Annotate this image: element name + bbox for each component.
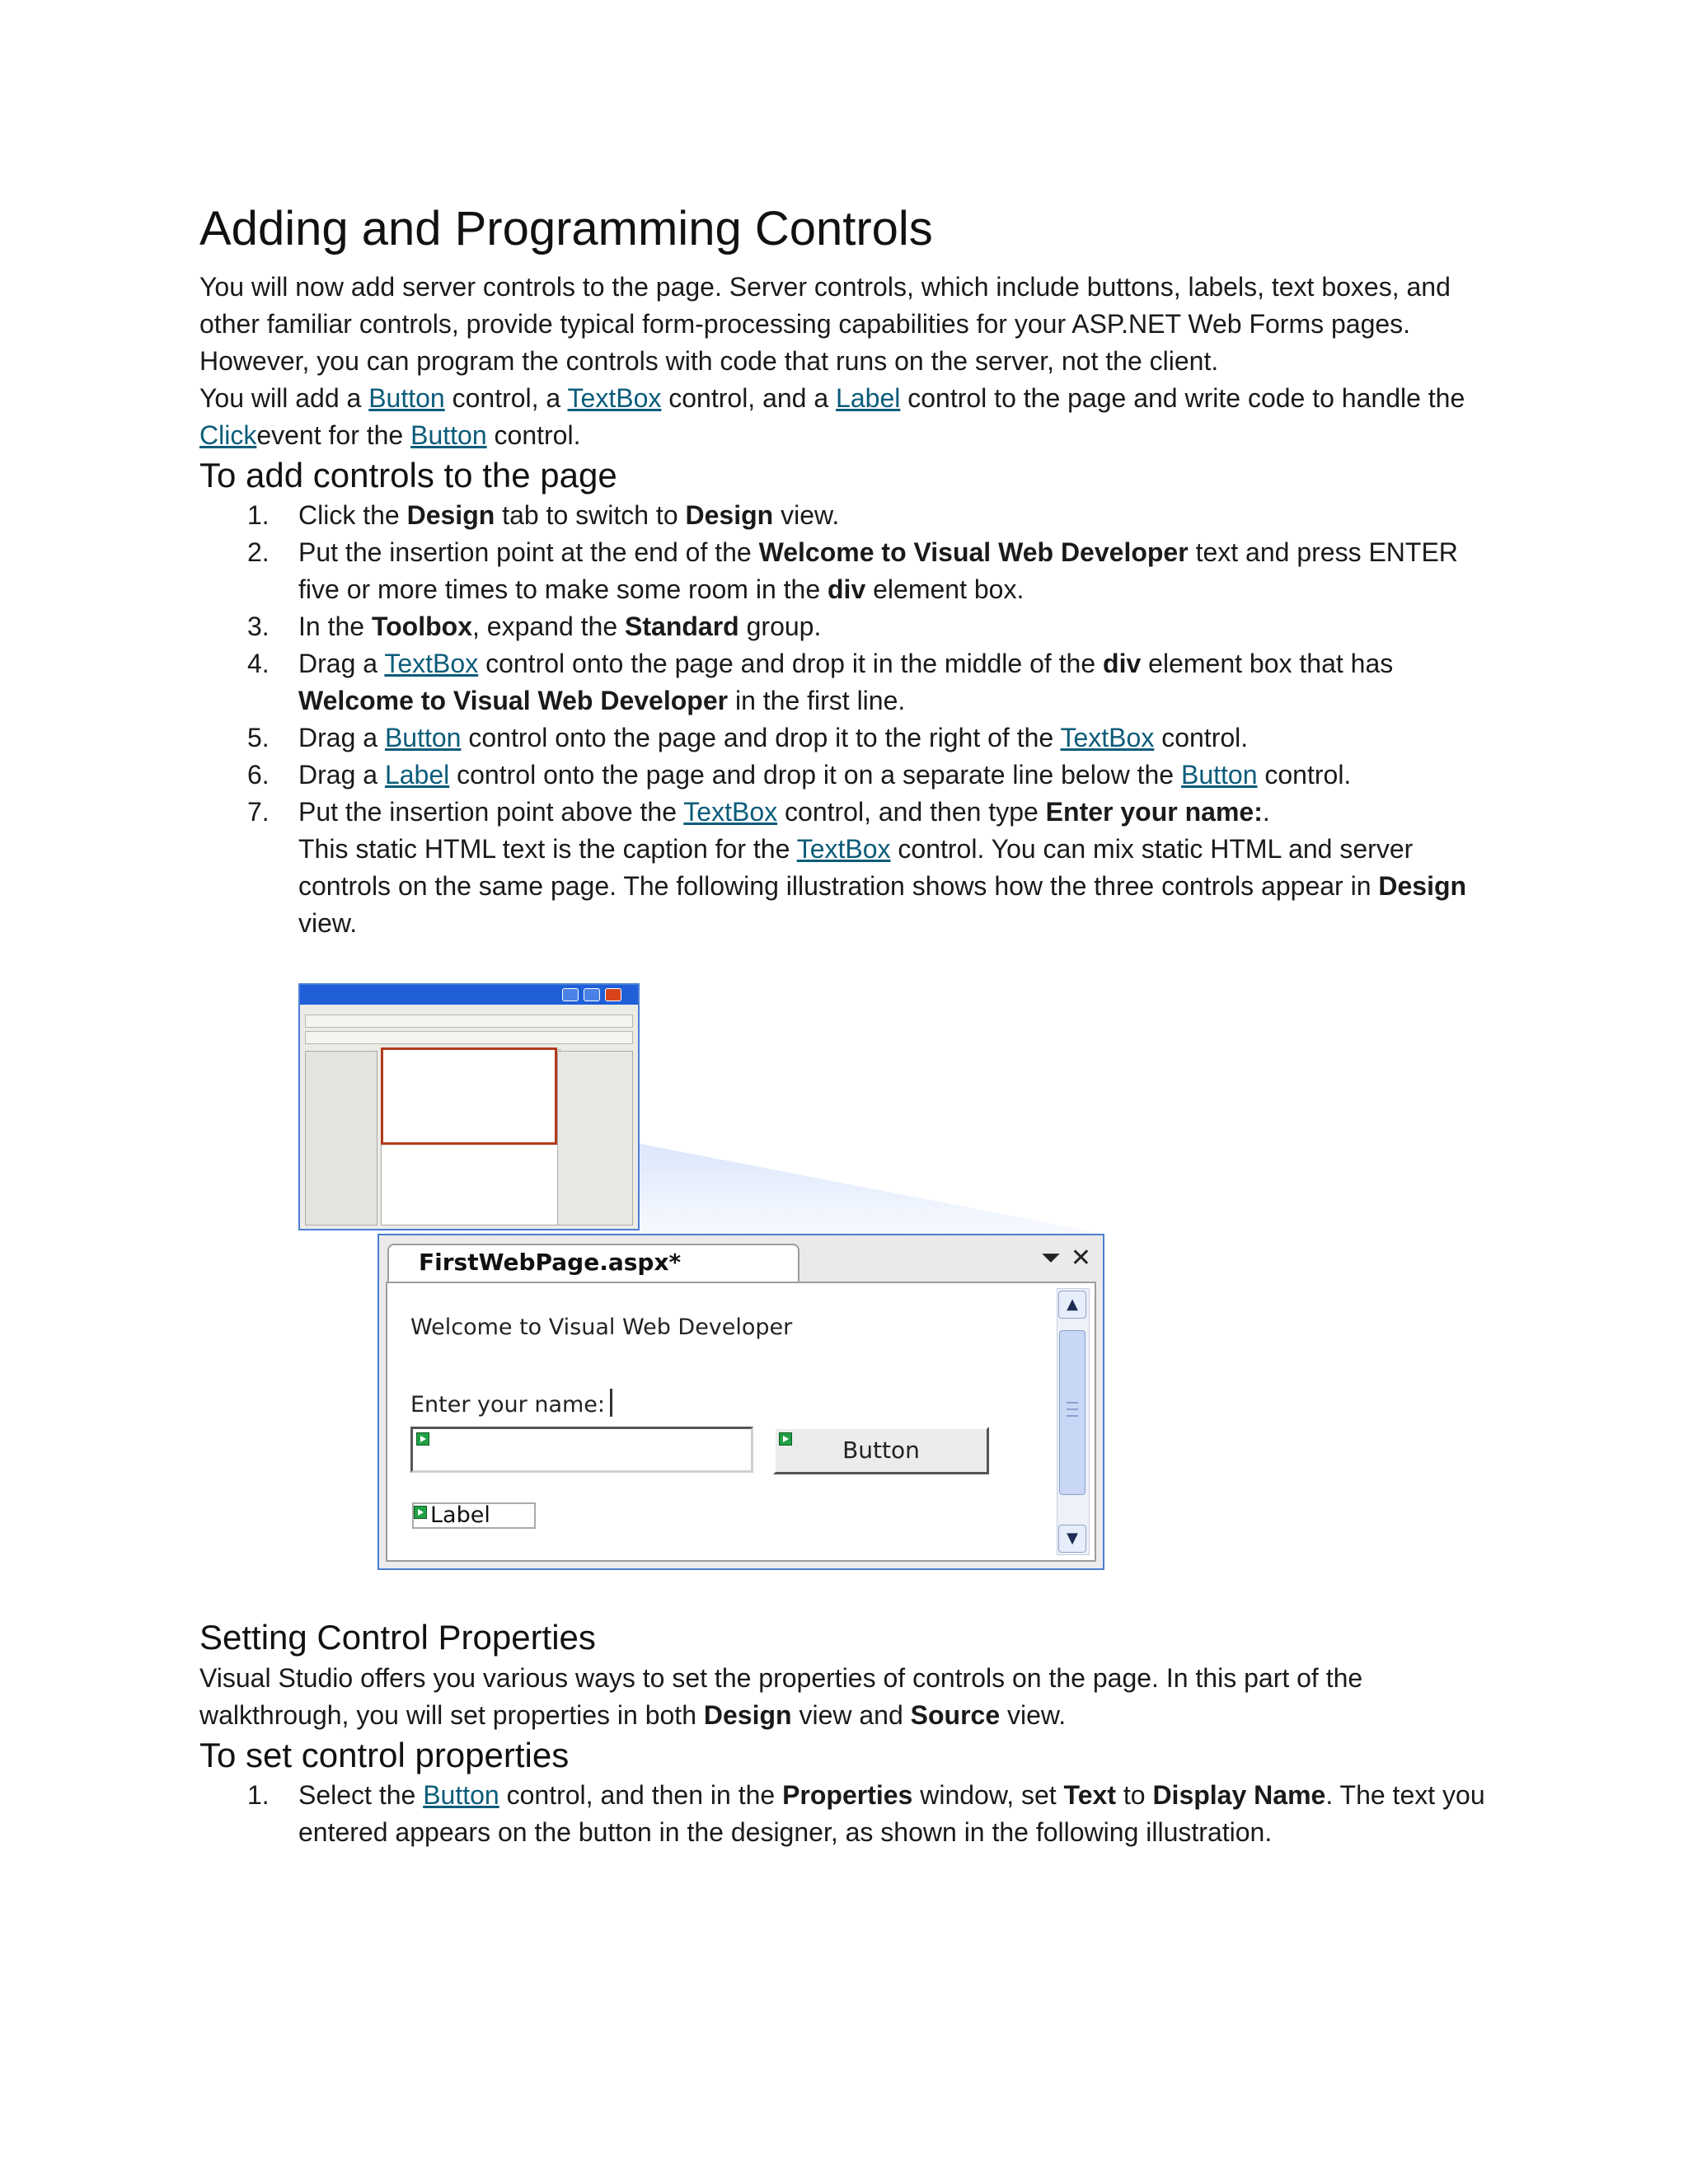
text-run: view and bbox=[791, 1699, 911, 1730]
label-link[interactable]: Label bbox=[384, 760, 450, 790]
list-item bbox=[199, 1777, 1502, 1851]
text-run: Drag a bbox=[298, 723, 385, 753]
text-run: control. bbox=[1154, 723, 1249, 753]
text-run: control, and a bbox=[661, 382, 837, 413]
bold-term: Properties bbox=[782, 1780, 913, 1811]
bold-term: Design bbox=[703, 1699, 792, 1730]
step-number: 2. bbox=[247, 537, 270, 568]
text-run: control, a bbox=[444, 382, 568, 413]
caption-text: Enter your name: bbox=[410, 1392, 606, 1418]
text-run: event for the bbox=[256, 419, 411, 450]
step-number: 3. bbox=[247, 612, 270, 642]
text-run: Drag a bbox=[298, 649, 385, 679]
bold-term: Source bbox=[910, 1699, 1001, 1730]
tab-actions bbox=[1031, 1244, 1091, 1272]
section-heading-set-properties: To set control properties bbox=[199, 1735, 570, 1774]
zoom-selection-box bbox=[381, 1047, 557, 1145]
text-run: This static HTML text is the caption for the bbox=[298, 834, 797, 865]
scroll-thumb[interactable] bbox=[1059, 1330, 1085, 1495]
bold-term: Design bbox=[1378, 871, 1467, 902]
intro-paragraph-1: You will now add server controls to the page. Server controls, which include buttons, labels, text boxes, and other familiar controls, provide typical form-processing capabilities for your ASP.NET Web Forms pages. However, you can program the controls with code that runs on the server, not the client. bbox=[199, 271, 1451, 376]
bold-term: Welcome to Visual Web Developer bbox=[298, 686, 729, 716]
tab-firstwebpage[interactable]: FirstWebPage.aspx* bbox=[387, 1244, 799, 1282]
tab-strip bbox=[379, 1235, 1103, 1282]
dropdown-icon[interactable]: ⏷ bbox=[1040, 1244, 1061, 1273]
label-link[interactable]: Label bbox=[836, 382, 901, 413]
designer-window bbox=[377, 1234, 1104, 1570]
text-run: control onto the page and drop it on a separate line below the bbox=[449, 760, 1181, 790]
list-item bbox=[199, 645, 1502, 719]
step-number: 1. bbox=[247, 500, 270, 531]
bold-term: Enter your name: bbox=[1045, 797, 1263, 827]
step-number: 4. bbox=[247, 649, 270, 679]
text-run: In the bbox=[298, 612, 372, 642]
maximize-icon bbox=[584, 988, 600, 1001]
click-link[interactable]: Click bbox=[199, 419, 257, 450]
text-run: control onto the page and drop it to the right of the bbox=[461, 723, 1061, 753]
text-run: tab to switch to bbox=[495, 500, 686, 531]
bold-term: Display Name bbox=[1152, 1780, 1326, 1811]
close-icon[interactable]: ✕ bbox=[1070, 1244, 1091, 1273]
list-item bbox=[199, 497, 1502, 534]
text-run: window, set bbox=[912, 1780, 1064, 1811]
button-control[interactable] bbox=[773, 1427, 989, 1474]
section-heading-add-controls: To add controls to the page bbox=[199, 455, 617, 494]
text-run: , expand the bbox=[472, 612, 626, 642]
text-run: . bbox=[1262, 797, 1270, 827]
text-run: control to the page and write code to handle the bbox=[900, 382, 1465, 413]
button-link[interactable]: Button bbox=[423, 1780, 499, 1811]
text-run: control, and then type bbox=[777, 797, 1046, 827]
step-7-note bbox=[199, 831, 1502, 942]
label-control[interactable] bbox=[412, 1502, 536, 1529]
text-run: control. bbox=[486, 419, 581, 450]
text-run: element box that has bbox=[1141, 649, 1394, 679]
bold-term: Text bbox=[1063, 1780, 1116, 1811]
list-item bbox=[199, 794, 1502, 831]
scroll-up-icon[interactable]: ▲ bbox=[1058, 1291, 1086, 1319]
server-control-icon bbox=[414, 1506, 427, 1519]
text-run: control onto the page and drop it in the middle of the bbox=[478, 649, 1104, 679]
text-run: Put the insertion point at the end of the bbox=[298, 537, 759, 568]
bold-term: div bbox=[1103, 649, 1142, 679]
properties-panel bbox=[557, 1051, 633, 1226]
step-number: 1. bbox=[247, 1780, 270, 1811]
text-run: control. You can mix static HTML and server controls on the same page. The following illustration shows how the three controls appear in bbox=[298, 834, 1414, 902]
list-item bbox=[199, 757, 1502, 794]
bold-term: Design bbox=[685, 500, 774, 531]
document-content bbox=[199, 202, 1502, 1851]
bold-term: Standard bbox=[625, 612, 739, 642]
set-properties-steps bbox=[199, 1777, 1502, 1851]
text-run: element box. bbox=[865, 574, 1025, 605]
ide-window-thumbnail bbox=[298, 983, 640, 1230]
list-item bbox=[199, 608, 1502, 645]
intro-paragraph-2 bbox=[199, 380, 1502, 454]
bold-term: div bbox=[828, 574, 866, 605]
add-controls-steps bbox=[199, 497, 1502, 831]
toolbar-strip bbox=[305, 1015, 633, 1028]
text-run: Drag a bbox=[298, 760, 385, 790]
enter-name-caption bbox=[410, 1389, 612, 1418]
step-number: 5. bbox=[247, 723, 270, 753]
button-link[interactable]: Button bbox=[410, 419, 487, 450]
toolbox-panel bbox=[305, 1051, 377, 1226]
text-run: to bbox=[1115, 1780, 1153, 1811]
minimize-icon bbox=[562, 988, 579, 1001]
text-run: group. bbox=[738, 612, 822, 642]
text-run: control, and then in the bbox=[499, 1780, 783, 1811]
textbox-link[interactable]: TextBox bbox=[567, 382, 662, 413]
textbox-link[interactable]: TextBox bbox=[384, 649, 479, 679]
text-run: Select the bbox=[298, 1780, 424, 1811]
bold-term: Welcome to Visual Web Developer bbox=[758, 537, 1189, 568]
close-icon bbox=[605, 988, 621, 1001]
button-link[interactable]: Button bbox=[384, 723, 462, 753]
text-run: You will add a bbox=[199, 382, 369, 413]
setting-properties-paragraph bbox=[199, 1660, 1502, 1734]
button-control-text: Button bbox=[842, 1436, 920, 1465]
text-run: control. bbox=[1257, 760, 1352, 790]
label-control-text: Label bbox=[430, 1502, 490, 1529]
textbox-control[interactable] bbox=[410, 1427, 753, 1473]
textbox-link[interactable]: TextBox bbox=[1060, 723, 1155, 753]
bold-term: Toolbox bbox=[371, 612, 472, 642]
list-item bbox=[199, 534, 1502, 608]
button-link[interactable]: Button bbox=[368, 382, 445, 413]
insertion-caret bbox=[610, 1389, 612, 1417]
text-run: Put the insertion point above the bbox=[298, 797, 684, 827]
vertical-scrollbar[interactable] bbox=[1057, 1288, 1090, 1555]
step-number: 6. bbox=[247, 760, 270, 790]
welcome-text: Welcome to Visual Web Developer bbox=[410, 1315, 793, 1341]
title-bar bbox=[300, 985, 638, 1005]
text-run: in the first line. bbox=[728, 686, 906, 716]
toolbar-strip bbox=[305, 1031, 633, 1044]
text-run: Visual Studio offers you various ways to set the properties of controls on the page. In this part of the walkthrough, you will set properties in both bbox=[199, 1662, 1363, 1730]
design-surface[interactable] bbox=[386, 1282, 1096, 1562]
server-control-icon bbox=[416, 1432, 429, 1446]
text-run: Click the bbox=[298, 500, 407, 531]
step-number: 7. bbox=[247, 797, 270, 827]
text-run: text and press ENTER five or more times to make some room in the bbox=[298, 537, 1458, 605]
textbox-link[interactable]: TextBox bbox=[796, 834, 891, 865]
text-run: view. bbox=[1000, 1699, 1067, 1730]
textbox-link[interactable]: TextBox bbox=[683, 797, 778, 827]
section-heading-setting-properties: Setting Control Properties bbox=[199, 1618, 596, 1657]
text-run: view. bbox=[773, 500, 840, 531]
text-run: view. bbox=[298, 908, 358, 939]
page-title: Adding and Programming Controls bbox=[199, 202, 933, 255]
list-item bbox=[199, 719, 1502, 757]
server-control-icon bbox=[779, 1432, 792, 1446]
scroll-down-icon[interactable]: ▼ bbox=[1058, 1525, 1086, 1553]
button-link[interactable]: Button bbox=[1180, 760, 1258, 790]
design-view-illustration bbox=[199, 967, 1502, 1610]
bold-term: Design bbox=[406, 500, 495, 531]
text-run: . The text you entered appears on the button in the designer, as shown in the following illustration. bbox=[298, 1780, 1485, 1848]
